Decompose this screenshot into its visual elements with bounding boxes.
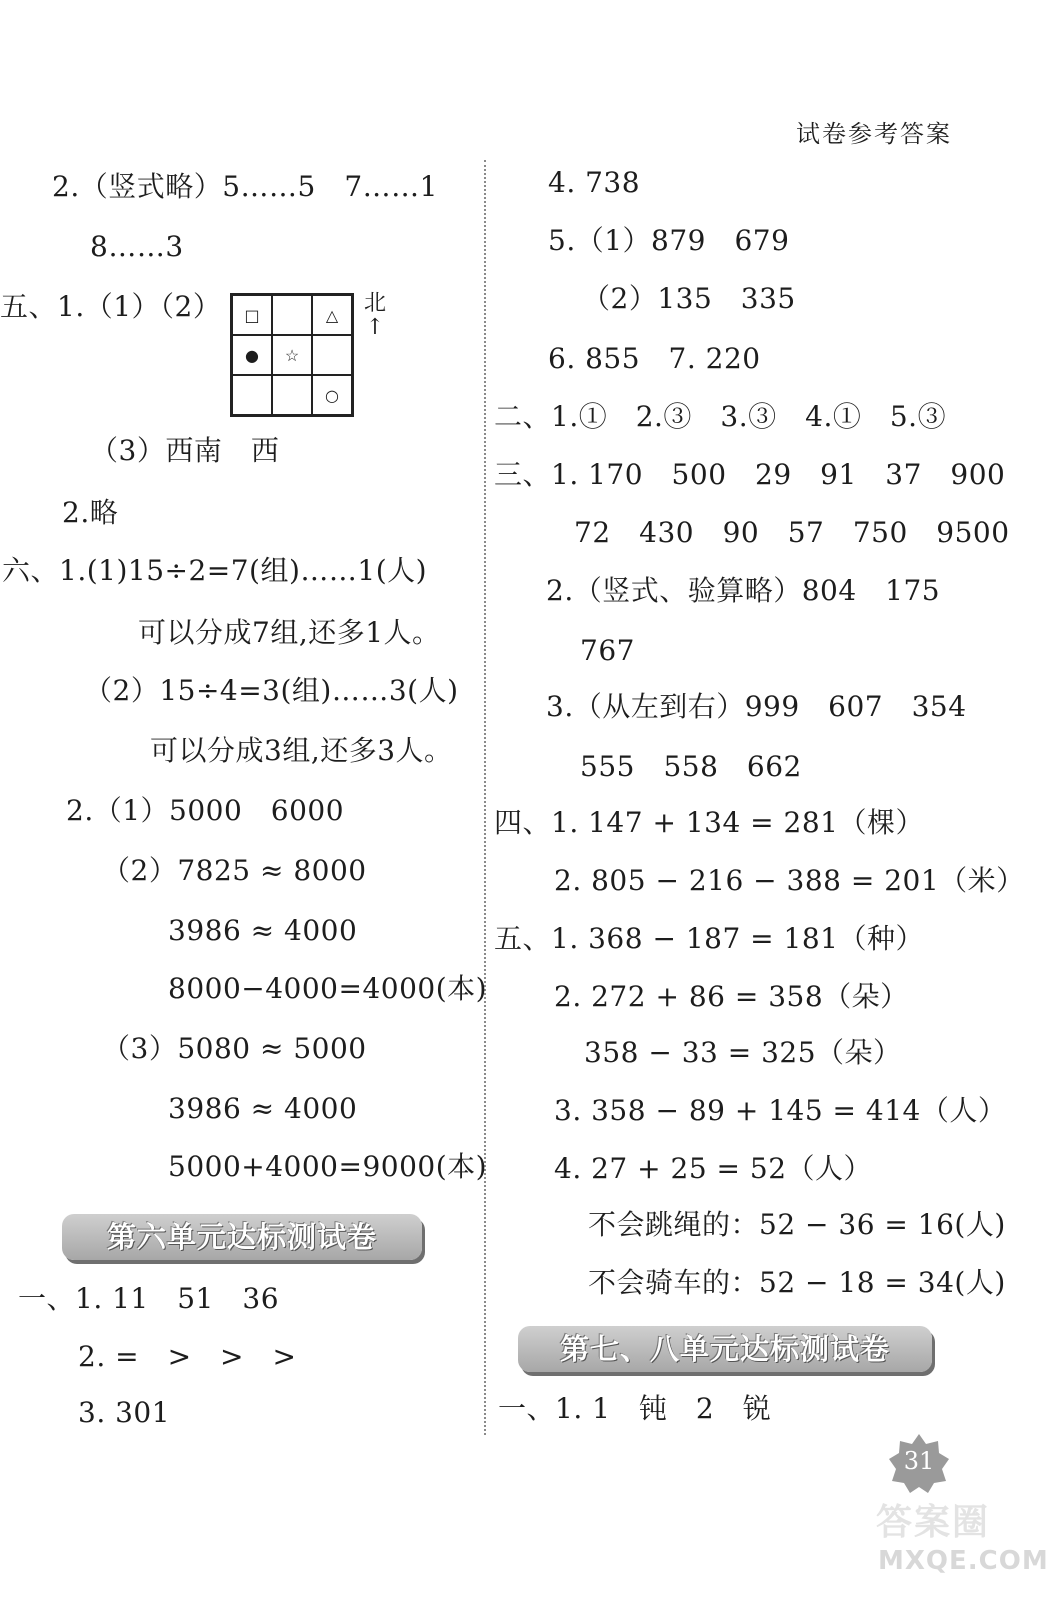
answer-line: 不会跳绳的：52 − 36 = 16(人) <box>588 1208 1006 1241</box>
position-grid <box>230 293 354 417</box>
answer-line: 5.（1）879 679 <box>548 224 790 257</box>
answer-line: 2.（竖式、验算略）804 175 <box>546 574 941 607</box>
answer-line: 3986 ≈ 4000 <box>168 914 358 947</box>
answer-line: 5000+4000=9000(本) <box>168 1150 488 1183</box>
answer-line: 三、1. 170 500 29 91 37 900 <box>494 458 1006 491</box>
answer-line: （2）15÷4=3(组)……3(人) <box>84 674 459 707</box>
answer-line: 8000−4000=4000(本) <box>168 972 488 1005</box>
answer-line: 8……3 <box>90 230 184 263</box>
answer-line: 2.略 <box>62 496 119 529</box>
section-banner-unit78: 第七、八单元达标测试卷 <box>518 1326 932 1372</box>
north-label: 北 <box>363 291 386 316</box>
answer-line: （2）135 335 <box>582 282 796 315</box>
section-banner-unit6: 第六单元达标测试卷 <box>62 1214 422 1260</box>
answer-line: （2）7825 ≈ 8000 <box>102 854 367 887</box>
answer-line: 不会骑车的：52 − 18 = 34(人) <box>588 1266 1006 1299</box>
answer-line: （3）5080 ≈ 5000 <box>102 1032 367 1065</box>
answer-line: 3. 301 <box>78 1396 171 1429</box>
answer-line: 2. 805 − 216 − 388 = 201（米） <box>554 864 1025 897</box>
grid-cell: □ <box>232 295 272 335</box>
answer-line: 72 430 90 57 750 9500 <box>574 516 1010 549</box>
grid-cell: ☆ <box>272 335 312 375</box>
watermark-url: MXQE.COM <box>878 1546 1049 1576</box>
answer-line: 555 558 662 <box>580 750 802 783</box>
answer-line: 6. 855 7. 220 <box>548 342 761 375</box>
north-arrow-icon: ↑ <box>365 315 385 340</box>
answer-line: 一、1. 1 钝 2 锐 <box>498 1392 772 1425</box>
answer-line: 3. 358 − 89 + 145 = 414（人） <box>554 1094 1007 1127</box>
grid-cell <box>232 375 272 415</box>
grid-cell: ○ <box>312 375 352 415</box>
grid-cell: ● <box>232 335 272 375</box>
north-indicator <box>363 292 387 340</box>
answer-line: （3）西南 西 <box>90 434 280 467</box>
answer-line: 六、1.(1)15÷2=7(组)……1(人) <box>2 554 428 587</box>
answer-line: 4. 27 + 25 = 52（人） <box>554 1152 873 1185</box>
answer-line: 4. 738 <box>548 166 641 199</box>
answer-line: 可以分成3组,还多3人。 <box>150 734 453 767</box>
grid-cell <box>312 335 352 375</box>
page-number: 31 <box>903 1447 935 1475</box>
answer-line: 3.（从左到右）999 607 354 <box>546 690 967 723</box>
page-header-title: 试卷参考答案 <box>796 120 952 148</box>
grid-cell: △ <box>312 295 352 335</box>
answer-line: 2.（1）5000 6000 <box>66 794 345 827</box>
answer-line: 3986 ≈ 4000 <box>168 1092 358 1125</box>
grid-cell <box>272 295 312 335</box>
answer-line: 一、1. 11 51 36 <box>18 1282 280 1315</box>
answer-line: 2. 272 + 86 = 358（朵） <box>554 980 909 1013</box>
answer-line: 五、1. 368 − 187 = 181（种） <box>494 922 924 955</box>
column-divider <box>484 160 486 1435</box>
answer-line: 五、1.（1）（2） <box>0 290 222 323</box>
answer-line: 四、1. 147 + 134 = 281（棵） <box>494 806 924 839</box>
answer-line: 767 <box>580 634 635 667</box>
grid-cell <box>272 375 312 415</box>
answer-line: 358 − 33 = 325（朵） <box>584 1036 902 1069</box>
answer-line: 可以分成7组,还多1人。 <box>138 616 441 649</box>
answer-line: 2.（竖式略）5……5 7……1 <box>52 170 438 203</box>
watermark-logo-text: 答案圈 <box>875 1502 990 1543</box>
answer-line: 2. = > > > <box>78 1340 297 1373</box>
answer-line: 二、1.① 2.③ 3.③ 4.① 5.③ <box>494 400 947 433</box>
